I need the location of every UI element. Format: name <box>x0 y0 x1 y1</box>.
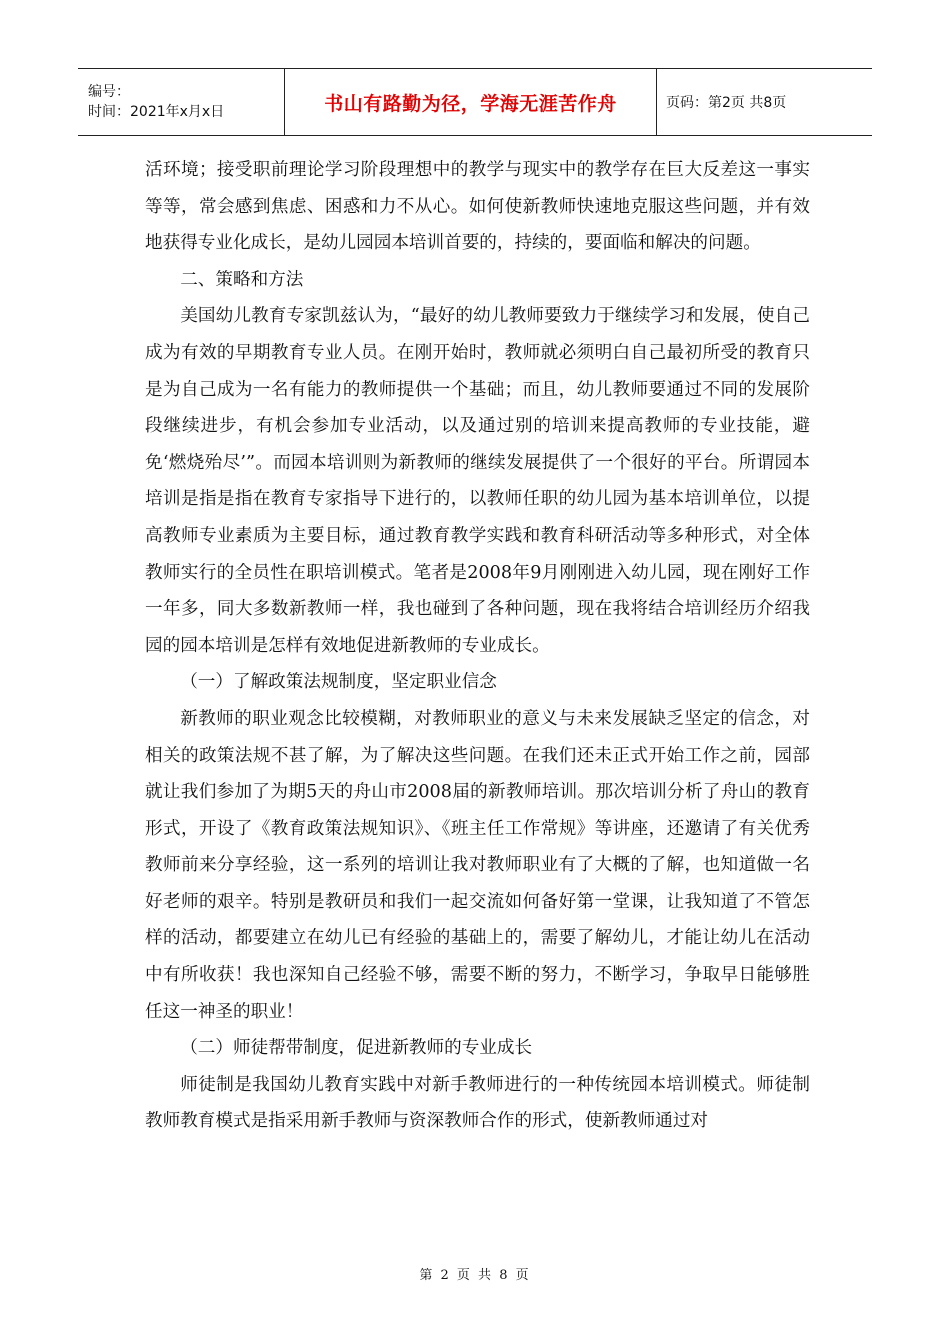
paragraph-katz-quote: 美国幼儿教育专家凯兹认为，“最好的幼儿教师要致力于继续学习和发展，使自己成为有效的早期教育专业人员。在刚开始时，教师就必须明白自己最初所受的教育只是为自己成为一名有能力的教师提供一个基础；而且，幼儿教师要通过不同的发展阶段继续进步，有机会参加专业活动，以及通过别的培训来提高教师的专业技能，避免‘燃烧殆尽’”。而园本培训则为新教师的继续发展提供了一个很好的平台。所谓园本培训是指是指在教育专家指导下进行的，以教师任职的幼儿园为基本培训单位，以提高教师专业素质为主要目标，通过教育教学实践和教育科研活动等多种形式，对全体教师实行的全员性在职培训模式。笔者是2008年9月刚刚进入幼儿园，现在刚好工作一年多，同大多数新教师一样，我也碰到了各种问题，现在我将结合培训经历介绍我园的园本培训是怎样有效地促进新教师的专业成长。 <box>145 306 810 656</box>
page-header <box>78 68 872 136</box>
paragraph-continuation: 活环境；接受职前理论学习阶段理想中的教学与现实中的教学存在巨大反差这一事实等等，常会感到焦虑、困惑和力不从心。如何使新教师快速地克服这些问题，并有效地获得专业化成长，是幼儿园园本培训首要的，持续的，要面临和解决的问题。 <box>145 160 810 254</box>
header-page-cell <box>657 69 872 135</box>
header-meta <box>78 69 285 135</box>
header-page-number: 页码：第2页 共8页 <box>666 95 787 111</box>
paragraph-policy-training: 新教师的职业观念比较模糊，对教师职业的意义与未来发展缺乏坚定的信念，对相关的政策法规不甚了解，为了解决这些问题。在我们还未正式开始工作之前，园部就让我们参加了为期5天的舟山市2008届的新教师培训。那次培训分析了舟山的教育形式，开设了《教育政策法规知识》、《班主任工作常规》等讲座，还邀请了有关优秀教师前来分享经验，这一系列的培训让我对教师职业有了大概的了解，也知道做一名好老师的艰辛。特别是教研员和我们一起交流如何备好第一堂课，让我知道了不管怎样的活动，都要建立在幼儿已有经验的基础上的，需要了解幼儿，才能让幼儿在活动中有所收获！我也深知自己经验不够，需要不断的努力，不断学习，争取早日能够胜任这一神圣的职业！ <box>145 708 810 1022</box>
document-time-label: 时间：2021年x月x日 <box>88 104 225 120</box>
header-motto-cell <box>285 69 657 135</box>
paragraph-mentorship: 师徒制是我国幼儿教育实践中对新手教师进行的一种传统园本培训模式。师徒制教师教育模式是指采用新手教师与资深教师合作的形式，使新教师通过对 <box>145 1074 810 1132</box>
section-heading-strategies: 二、策略和方法 <box>180 269 304 290</box>
header-motto: 书山有路勤为径，学海无涯苦作舟 <box>324 92 617 115</box>
subsection-heading-1: （一）了解政策法规制度，坚定职业信念 <box>180 672 497 693</box>
subsection-heading-2: （二）师徒帮带制度，促进新教师的专业成长 <box>180 1038 533 1059</box>
document-number-label: 编号： <box>88 84 130 100</box>
document-body <box>145 152 810 1140</box>
page-footer: 第 2 页 共 8 页 <box>419 1268 531 1283</box>
